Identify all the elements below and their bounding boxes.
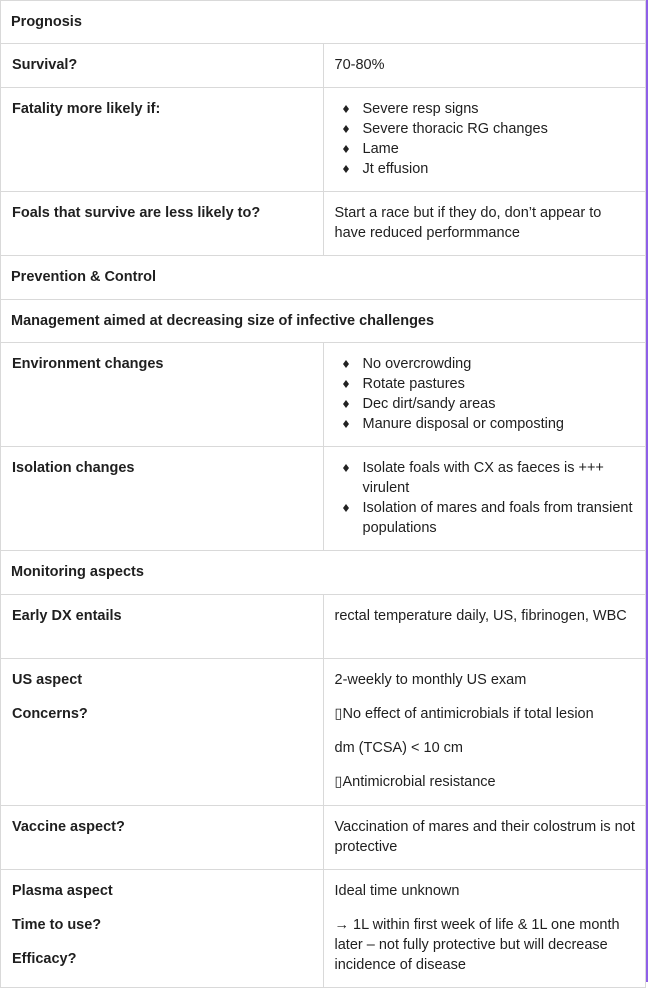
row-value: rectal temperature daily, US, fibrinogen, WBC — [334, 608, 627, 624]
row-value: ▯No effect of antimicrobials if total lesion — [334, 706, 594, 722]
list-item-text: Severe thoracic RG changes — [362, 121, 548, 137]
row-label: Foals that survive are less likely to? — [12, 205, 261, 221]
bullet-list — [335, 354, 636, 434]
row-value: 2-weekly to monthly US exam — [334, 672, 527, 688]
row-label: Survival? — [12, 57, 78, 73]
row-label: US aspect — [12, 672, 83, 688]
bullet-list — [335, 99, 636, 179]
row-label: Time to use? — [12, 917, 102, 933]
table-row — [1, 659, 646, 806]
row-value-cell — [323, 192, 646, 256]
table-body — [1, 1, 646, 988]
list-item — [335, 354, 636, 374]
row-label: Efficacy? — [12, 951, 77, 967]
table-row — [1, 870, 646, 988]
list-item-text: Dec dirt/sandy areas — [362, 396, 496, 412]
row-label-cell — [1, 88, 324, 192]
list-item — [335, 498, 636, 538]
list-item — [335, 414, 636, 434]
row-value-cell — [323, 447, 646, 551]
list-item-text: Isolation of mares and foals from transient populations — [362, 500, 633, 536]
row-value-cell — [323, 870, 646, 988]
row-label: Early DX entails — [12, 608, 122, 624]
list-item-text: Jt effusion — [362, 161, 429, 177]
table-row — [1, 447, 646, 551]
table-row — [1, 806, 646, 870]
row-label: Fatality more likely if: — [12, 101, 161, 117]
list-item — [335, 374, 636, 394]
row-value: dm (TCSA) < 10 cm — [334, 740, 464, 756]
row-value-cell — [323, 659, 646, 806]
bullet-icon — [343, 165, 349, 173]
row-value-cell — [323, 595, 646, 659]
list-item — [335, 159, 636, 179]
row-label-cell — [1, 343, 324, 447]
row-value: ▯Antimicrobial resistance — [334, 774, 496, 790]
row-value: Vaccination of mares and their colostrum is not protective — [334, 819, 635, 855]
row-value-cell — [323, 44, 646, 88]
row-label: Isolation changes — [12, 460, 135, 476]
row-value: → 1L within first week of life & 1L one month later – not fully protective but will decrease incidence of disease — [334, 917, 620, 973]
row-label-cell — [1, 595, 324, 659]
list-item-text: Lame — [362, 141, 399, 157]
bullet-icon — [343, 400, 349, 408]
bullet-list — [335, 458, 636, 538]
section-header: Management aimed at decreasing size of infective challenges — [1, 300, 646, 343]
list-item — [335, 139, 636, 159]
row-value-cell — [323, 88, 646, 192]
bullet-icon — [343, 145, 349, 153]
row-label: Concerns? — [12, 706, 88, 722]
list-item — [335, 394, 636, 414]
row-label-cell — [1, 870, 324, 988]
row-value-cell — [323, 806, 646, 870]
bullet-icon — [343, 504, 349, 512]
table-row — [1, 88, 646, 192]
table-row — [1, 300, 646, 343]
row-value-cell — [323, 343, 646, 447]
bullet-icon — [343, 420, 349, 428]
bullet-icon — [343, 360, 349, 368]
list-item-text: No overcrowding — [362, 356, 472, 372]
bullet-icon — [343, 380, 349, 388]
row-label-cell — [1, 806, 324, 870]
list-item — [335, 458, 636, 498]
row-label-cell — [1, 447, 324, 551]
list-item-text: Severe resp signs — [362, 101, 479, 117]
row-value: Ideal time unknown — [334, 883, 460, 899]
list-item — [335, 99, 636, 119]
list-item — [335, 119, 636, 139]
table-row — [1, 192, 646, 256]
table-row — [1, 551, 646, 595]
table-row — [1, 343, 646, 447]
row-value: 70-80% — [334, 57, 385, 73]
list-item-text: Rotate pastures — [362, 376, 465, 392]
section-header: Prevention & Control — [1, 256, 646, 300]
row-label-cell — [1, 659, 324, 806]
row-label-cell — [1, 44, 324, 88]
row-label: Vaccine aspect? — [12, 819, 125, 835]
bullet-icon — [343, 464, 349, 472]
row-value: Start a race but if they do, don’t appear to have reduced performmance — [334, 205, 602, 241]
section-header: Monitoring aspects — [1, 551, 646, 595]
bullet-icon — [343, 125, 349, 133]
table-row — [1, 256, 646, 300]
row-label-cell — [1, 192, 324, 256]
row-label: Environment changes — [12, 356, 164, 372]
row-label: Plasma aspect — [12, 883, 113, 899]
table-row — [1, 595, 646, 659]
list-item-text: Manure disposal or composting — [362, 416, 564, 432]
section-header: Prognosis — [1, 1, 646, 44]
table-row — [1, 44, 646, 88]
list-item-text: Isolate foals with CX as faeces is +++ virulent — [362, 460, 604, 496]
table-row — [1, 1, 646, 44]
bullet-icon — [343, 105, 349, 113]
